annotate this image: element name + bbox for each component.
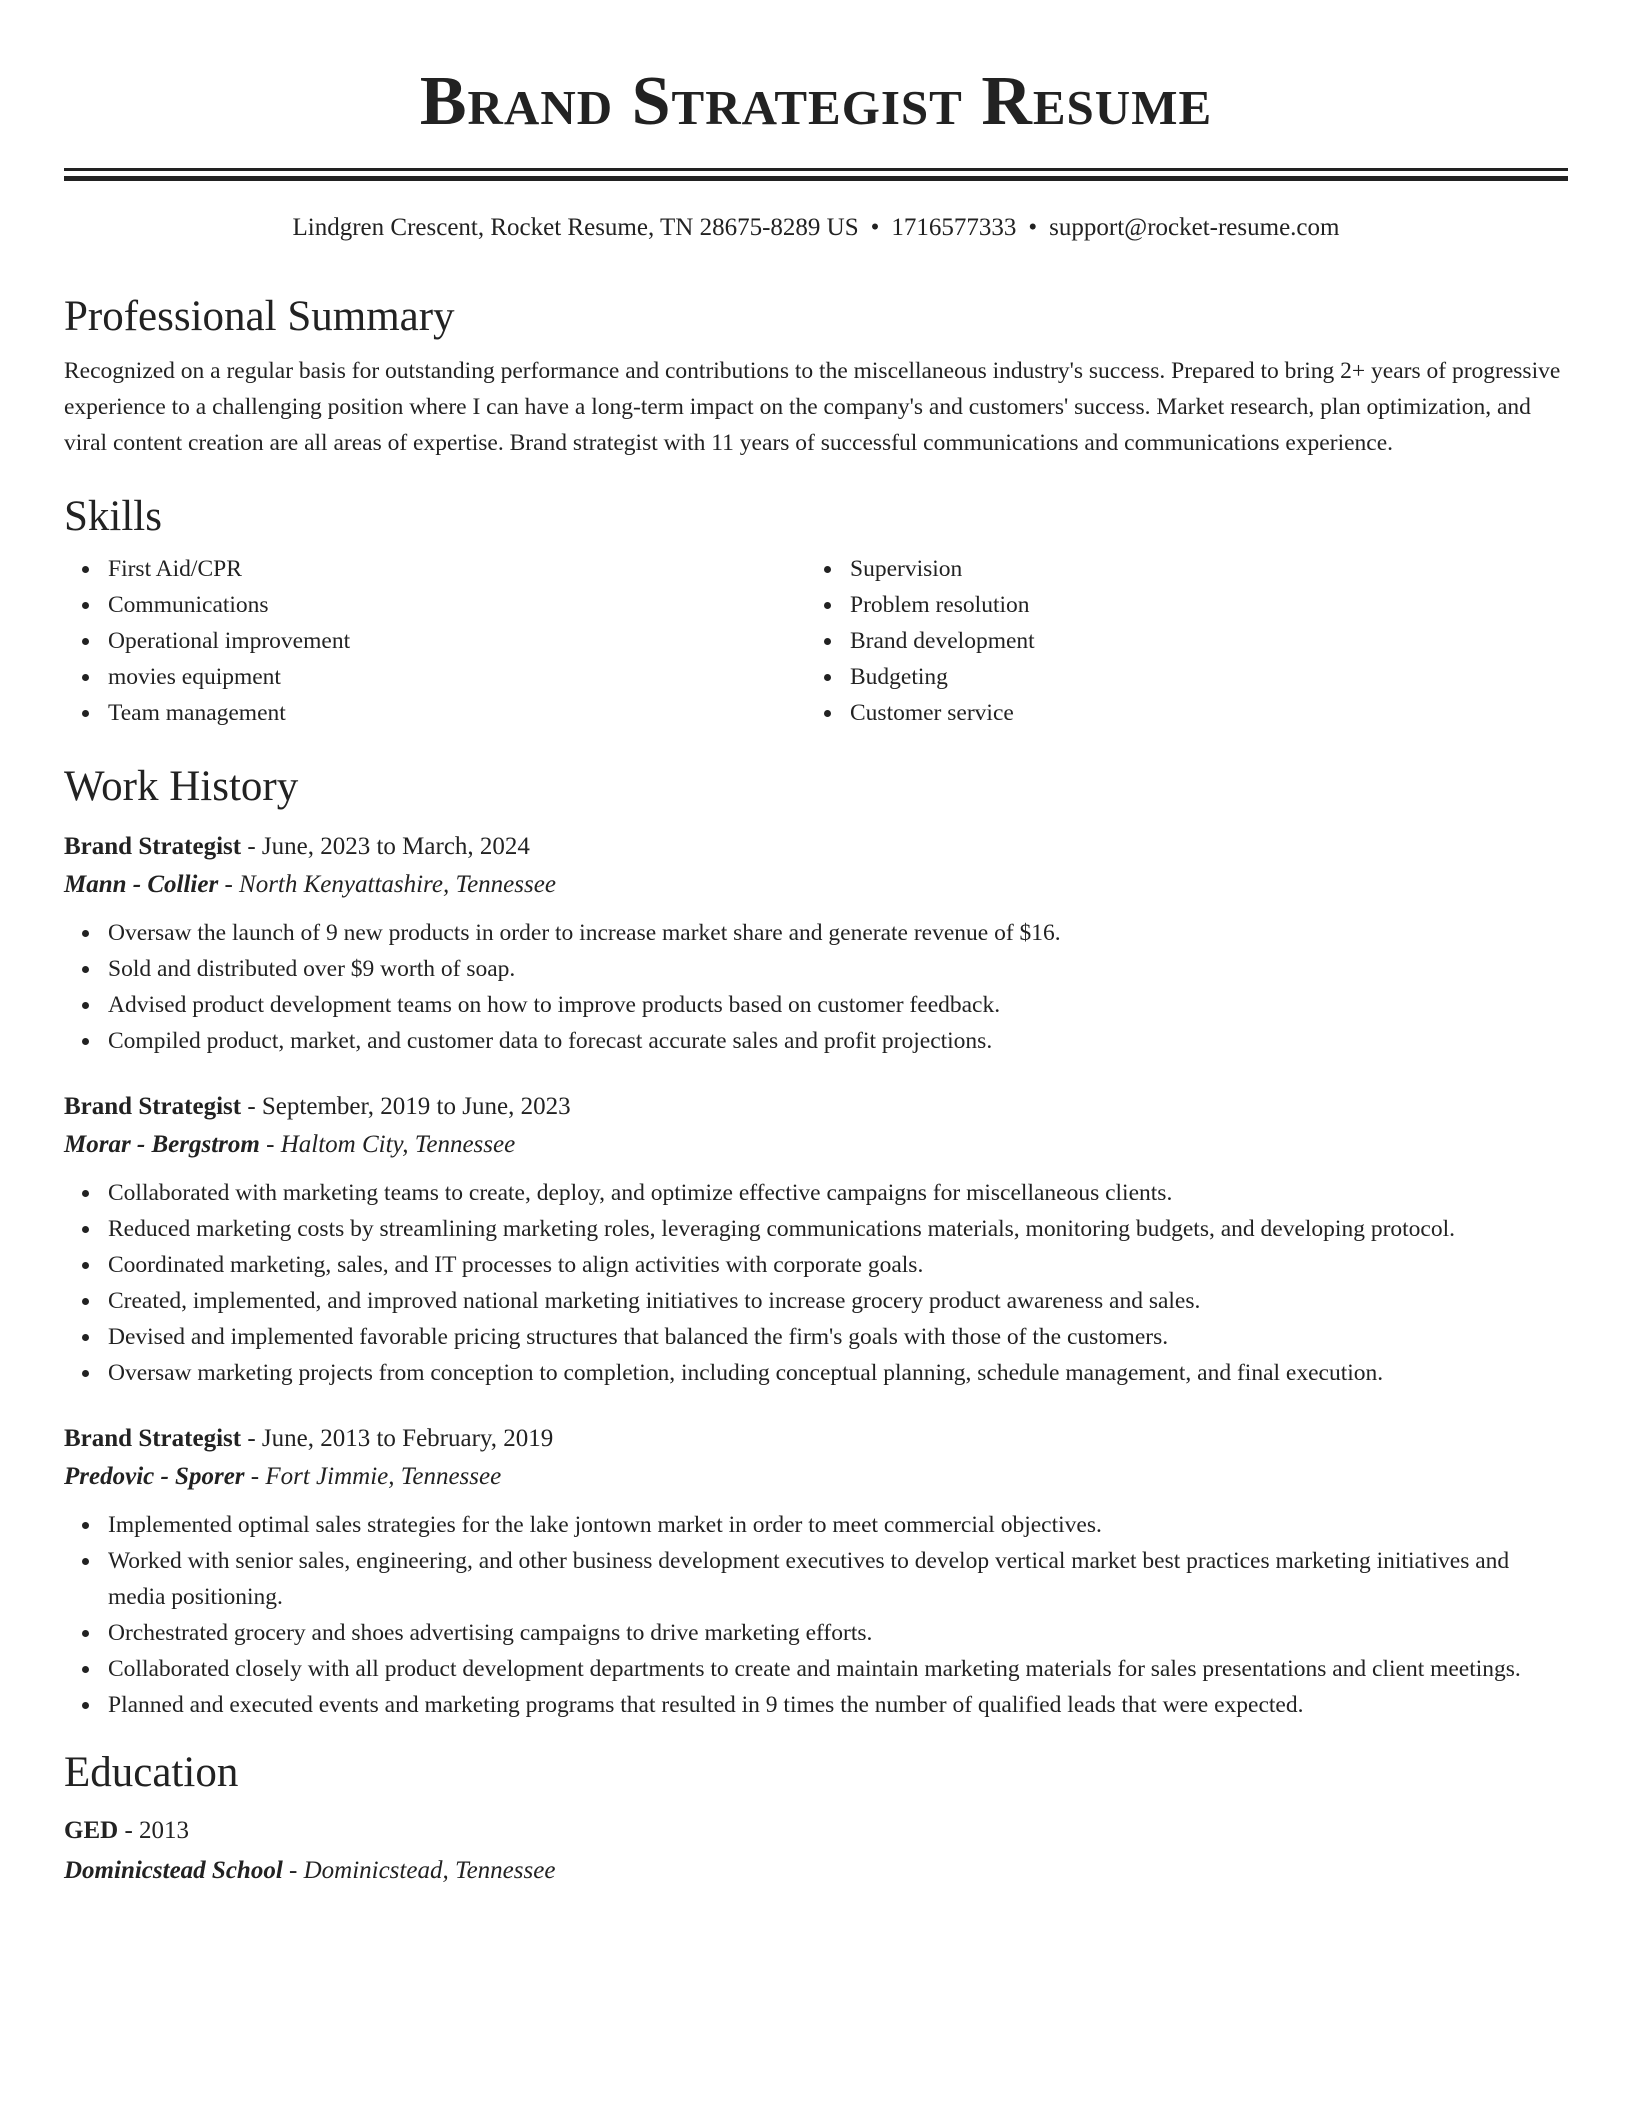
skill-item xyxy=(108,659,806,695)
job-location: - Fort Jimmie, Tennessee xyxy=(244,1463,502,1490)
bullet-text: Coordinated marketing, sales, and IT processes to align activities with corporate goals. xyxy=(108,1252,924,1278)
contact-email: support@rocket-resume.com xyxy=(1049,214,1340,241)
bullet-icon xyxy=(82,1226,89,1233)
skill-item xyxy=(850,695,1548,731)
skill-item xyxy=(108,551,806,587)
job-bullet xyxy=(108,1283,1568,1319)
bullet-text: Orchestrated grocery and shoes advertising campaigns to drive marketing efforts. xyxy=(108,1620,873,1646)
contact-address: Lindgren Crescent, Rocket Resume, TN 28675-8289 US xyxy=(292,214,859,241)
skill-label: First Aid/CPR xyxy=(108,556,242,582)
job-bullet xyxy=(108,1211,1568,1247)
job-dates: - September, 2019 to June, 2023 xyxy=(241,1093,571,1120)
bullet-text: Collaborated with marketing teams to create, deploy, and optimize effective campaigns for miscellaneous clients. xyxy=(108,1180,1173,1206)
skill-label: Operational improvement xyxy=(108,628,351,654)
job-company: Morar - Bergstrom xyxy=(64,1131,260,1158)
job-bullet xyxy=(108,1175,1568,1211)
job-bullet-list xyxy=(64,915,1568,1059)
skill-item xyxy=(850,551,1548,587)
bullet-text: Oversaw the launch of 9 new products in order to increase market share and generate revenue of $16. xyxy=(108,920,1061,946)
title-divider xyxy=(64,168,1568,181)
skills-grid xyxy=(64,551,1568,731)
job-title: Brand Strategist xyxy=(64,1425,242,1452)
bullet-icon xyxy=(824,566,831,573)
section-heading-work: Work History xyxy=(64,763,299,810)
job-bullet xyxy=(108,1023,1568,1059)
bullet-text: Planned and executed events and marketing programs that resulted in 9 times the number of qualified leads that were expected. xyxy=(108,1692,1304,1718)
skill-label: Budgeting xyxy=(850,664,948,690)
bullet-text: Collaborated closely with all product development departments to create and maintain marketing materials for sales presentations and client meetings. xyxy=(108,1656,1521,1682)
bullet-text: Created, implemented, and improved national marketing initiatives to increase grocery product awareness and sales. xyxy=(108,1288,1201,1314)
edu-year: - 2013 xyxy=(118,1817,190,1844)
work-history-section xyxy=(64,759,1568,1723)
bullet-icon xyxy=(82,602,89,609)
job-bullet-list xyxy=(64,1507,1568,1723)
skill-label: Customer service xyxy=(850,700,1014,726)
job-bullet xyxy=(108,1355,1568,1391)
bullet-text: Compiled product, market, and customer data to forecast accurate sales and profit projections. xyxy=(108,1028,993,1054)
job-bullet xyxy=(108,915,1568,951)
bullet-icon xyxy=(82,1630,89,1637)
bullet-icon xyxy=(82,638,89,645)
job-title-line xyxy=(64,1089,1568,1125)
professional-summary-section xyxy=(64,289,1568,461)
job-bullet xyxy=(108,1687,1568,1723)
bullet-text: Reduced marketing costs by streamlining marketing roles, leveraging communications materials, monitoring budgets, and developing protocol. xyxy=(108,1216,1456,1242)
skill-label: Brand development xyxy=(850,628,1035,654)
bullet-text: Worked with senior sales, engineering, and other business development executives to develop vertical market best practices marketing initiatives and media positioning. xyxy=(108,1548,1510,1610)
resume-title: Brand Strategist Resume xyxy=(419,63,1213,140)
bullet-icon xyxy=(82,674,89,681)
job-bullet xyxy=(108,987,1568,1023)
education-entry xyxy=(64,1813,1568,1893)
job-bullet xyxy=(108,951,1568,987)
bullet-icon xyxy=(82,1558,89,1565)
contact-separator: • xyxy=(870,214,880,241)
job-company-line xyxy=(64,865,1568,905)
skills-section xyxy=(64,489,1568,731)
job-title: Brand Strategist xyxy=(64,833,242,860)
bullet-icon xyxy=(824,710,831,717)
bullet-icon xyxy=(82,566,89,573)
job-bullet xyxy=(108,1319,1568,1355)
job-title: Brand Strategist xyxy=(64,1093,242,1120)
bullet-icon xyxy=(824,638,831,645)
education-section xyxy=(64,1745,1568,1893)
skill-item xyxy=(108,695,806,731)
job-title-line xyxy=(64,829,1568,865)
bullet-icon xyxy=(82,1190,89,1197)
section-heading-skills: Skills xyxy=(64,493,162,540)
job-dates: - June, 2013 to February, 2019 xyxy=(241,1425,554,1452)
job-company: Predovic - Sporer xyxy=(64,1463,245,1490)
bullet-text: Advised product development teams on how to improve products based on customer feedback. xyxy=(108,992,1001,1018)
edu-degree: GED xyxy=(64,1817,119,1844)
job-bullet xyxy=(108,1543,1568,1615)
skill-item xyxy=(108,587,806,623)
job-bullet xyxy=(108,1247,1568,1283)
bullet-icon xyxy=(824,602,831,609)
bullet-text: Implemented optimal sales strategies for the lake jontown market in order to meet commercial objectives. xyxy=(108,1512,1102,1538)
job-bullet xyxy=(108,1507,1568,1543)
job-bullet-list xyxy=(64,1175,1568,1391)
skill-item xyxy=(850,587,1548,623)
edu-location: - Dominicstead, Tennessee xyxy=(282,1857,556,1884)
bullet-text: Devised and implemented favorable pricing structures that balanced the firm's goals with those of the customers. xyxy=(108,1324,1169,1350)
bullet-icon xyxy=(82,966,89,973)
skills-column-right xyxy=(806,551,1548,731)
section-heading-education: Education xyxy=(64,1749,239,1796)
skill-item xyxy=(108,623,806,659)
bullet-icon xyxy=(82,1298,89,1305)
job-bullet xyxy=(108,1651,1568,1687)
bullet-icon xyxy=(82,1334,89,1341)
bullet-icon xyxy=(82,1522,89,1529)
bullet-icon xyxy=(82,1262,89,1269)
bullet-text: Oversaw marketing projects from conception to completion, including conceptual planning, schedule management, and final execution. xyxy=(108,1360,1384,1386)
skill-item xyxy=(850,659,1548,695)
job-dates: - June, 2023 to March, 2024 xyxy=(241,833,530,860)
summary-text: Recognized on a regular basis for outstanding performance and contributions to the miscellaneous industry's success. Prepared to bring 2+ years of progressive experience to a challenging position where I can have a long-term impact on the company's and customers' success. Market research, plan optimization, and viral content creation are all areas of expertise. Brand strategist with 11 years of successful communications and communications experience. xyxy=(64,358,1561,456)
skill-label: Problem resolution xyxy=(850,592,1030,618)
bullet-icon xyxy=(82,930,89,937)
bullet-icon xyxy=(82,1702,89,1709)
edu-degree-line xyxy=(64,1813,1568,1849)
job-company-line xyxy=(64,1457,1568,1497)
section-heading-summary: Professional Summary xyxy=(64,293,455,340)
bullet-icon xyxy=(82,1038,89,1045)
edu-school-line xyxy=(64,1849,1568,1893)
job-company: Mann - Collier xyxy=(64,871,219,898)
contact-phone: 1716577333 xyxy=(891,214,1017,241)
bullet-icon xyxy=(82,1666,89,1673)
bullet-icon xyxy=(82,1002,89,1009)
job-entry xyxy=(64,829,1568,1059)
contact-separator: • xyxy=(1028,214,1038,241)
skill-label: Team management xyxy=(108,700,286,726)
job-entry xyxy=(64,1421,1568,1723)
job-location: - Haltom City, Tennessee xyxy=(259,1131,516,1158)
bullet-text: Sold and distributed over $9 worth of soap. xyxy=(108,956,516,982)
job-company-line xyxy=(64,1125,1568,1165)
job-entry xyxy=(64,1089,1568,1391)
job-title-line xyxy=(64,1421,1568,1457)
contact-line xyxy=(64,211,1568,245)
job-location: - North Kenyattashire, Tennessee xyxy=(218,871,556,898)
skill-item xyxy=(850,623,1548,659)
skill-label: Communications xyxy=(108,592,269,618)
skill-label: Supervision xyxy=(850,556,963,582)
edu-school: Dominicstead School xyxy=(64,1857,283,1884)
bullet-icon xyxy=(82,1370,89,1377)
bullet-icon xyxy=(82,710,89,717)
bullet-icon xyxy=(824,674,831,681)
job-bullet xyxy=(108,1615,1568,1651)
skill-label: movies equipment xyxy=(108,664,281,690)
skills-column-left xyxy=(64,551,806,731)
